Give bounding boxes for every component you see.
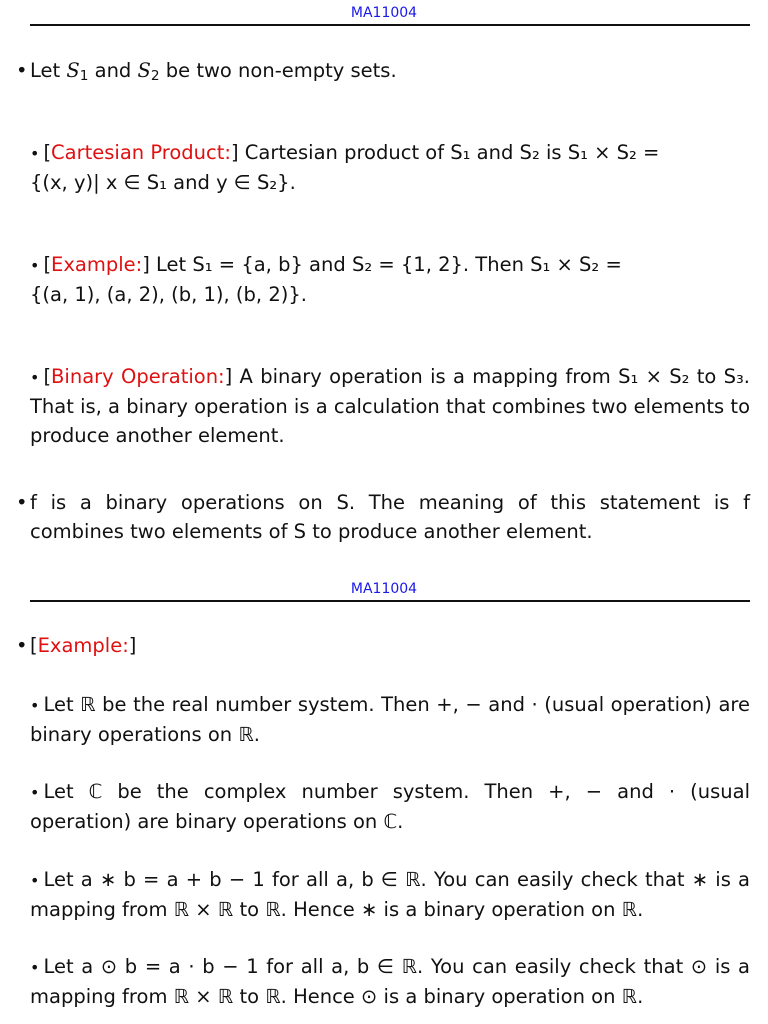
- example-item-reals: • Let ℝ be the real number system. Then +, − and · (usual operation) are binary operations on ℝ.: [30, 693, 750, 746]
- slide-2: [0, 576, 768, 1024]
- example-item-star-operation: • Let a ∗ b = a + b − 1 for all a, b ∈ ℝ. You can easily check that ∗ is a mapping from ℝ × ℝ to ℝ. Hence ∗ is a binary operation on ℝ.: [30, 868, 750, 921]
- cartesian-label: Cartesian Product:: [51, 141, 231, 164]
- bullet-cartesian-example: [30, 250, 750, 309]
- example-label: Example:: [51, 253, 143, 276]
- example-item-complex: • Let ℂ be the complex number system. Then +, − and · (usual operation) are binary operations on ℂ.: [30, 780, 750, 833]
- example-item-odot-operation: • Let a ⊙ b = a · b − 1 for all a, b ∈ ℝ. You can easily check that ⊙ is a mapping from ℝ × ℝ to ℝ. Hence ⊙ is a binary operation on ℝ.: [30, 955, 750, 1008]
- bullet-cartesian-product: [30, 138, 750, 197]
- bullet-example-heading: • [Example:]: [30, 631, 750, 660]
- bullet-f-binary: [16, 488, 750, 546]
- example-label: Example:: [37, 634, 129, 657]
- binary-operation-label: Binary Operation:: [51, 365, 225, 388]
- slide-header: MA11004: [350, 581, 418, 597]
- example-line-1: • [Example:] Let S₁ = {a, b} and S₂ = {1, 2}. Then S₁ × S₂ =: [30, 253, 622, 276]
- example-line-2: {(a, 1), (a, 2), (b, 1), (b, 2)}.: [30, 283, 307, 306]
- slide-header: MA11004: [350, 5, 418, 21]
- bullet-marker: •: [16, 634, 28, 657]
- cartesian-line-1: • [Cartesian Product:] Cartesian product of S₁ and S₂ is S₁ × S₂ =: [30, 141, 660, 164]
- f-binary-text: f is a binary operations on S. The meaning of this statement is f combines two elements of S to produce another element.: [30, 491, 750, 543]
- bullet-nonempty-sets: [16, 56, 750, 85]
- header-rule: [30, 24, 750, 26]
- cartesian-line-2: {(x, y)| x ∈ S₁ and y ∈ S₂}.: [30, 171, 296, 194]
- bullet-text: Let $S_1$ and $S_2$ be two non-empty sets.: [30, 59, 397, 84]
- bullet-binary-operation: [30, 362, 750, 450]
- bullet-marker: •: [16, 491, 28, 514]
- bullet-marker: •: [16, 59, 28, 82]
- binary-operation-text: • [Binary Operation:] A binary operation is a mapping from S₁ × S₂ to S₃. That is, a binary operation is a calculation that combines two elements to produce another element.: [30, 365, 750, 447]
- header-rule: [30, 600, 750, 602]
